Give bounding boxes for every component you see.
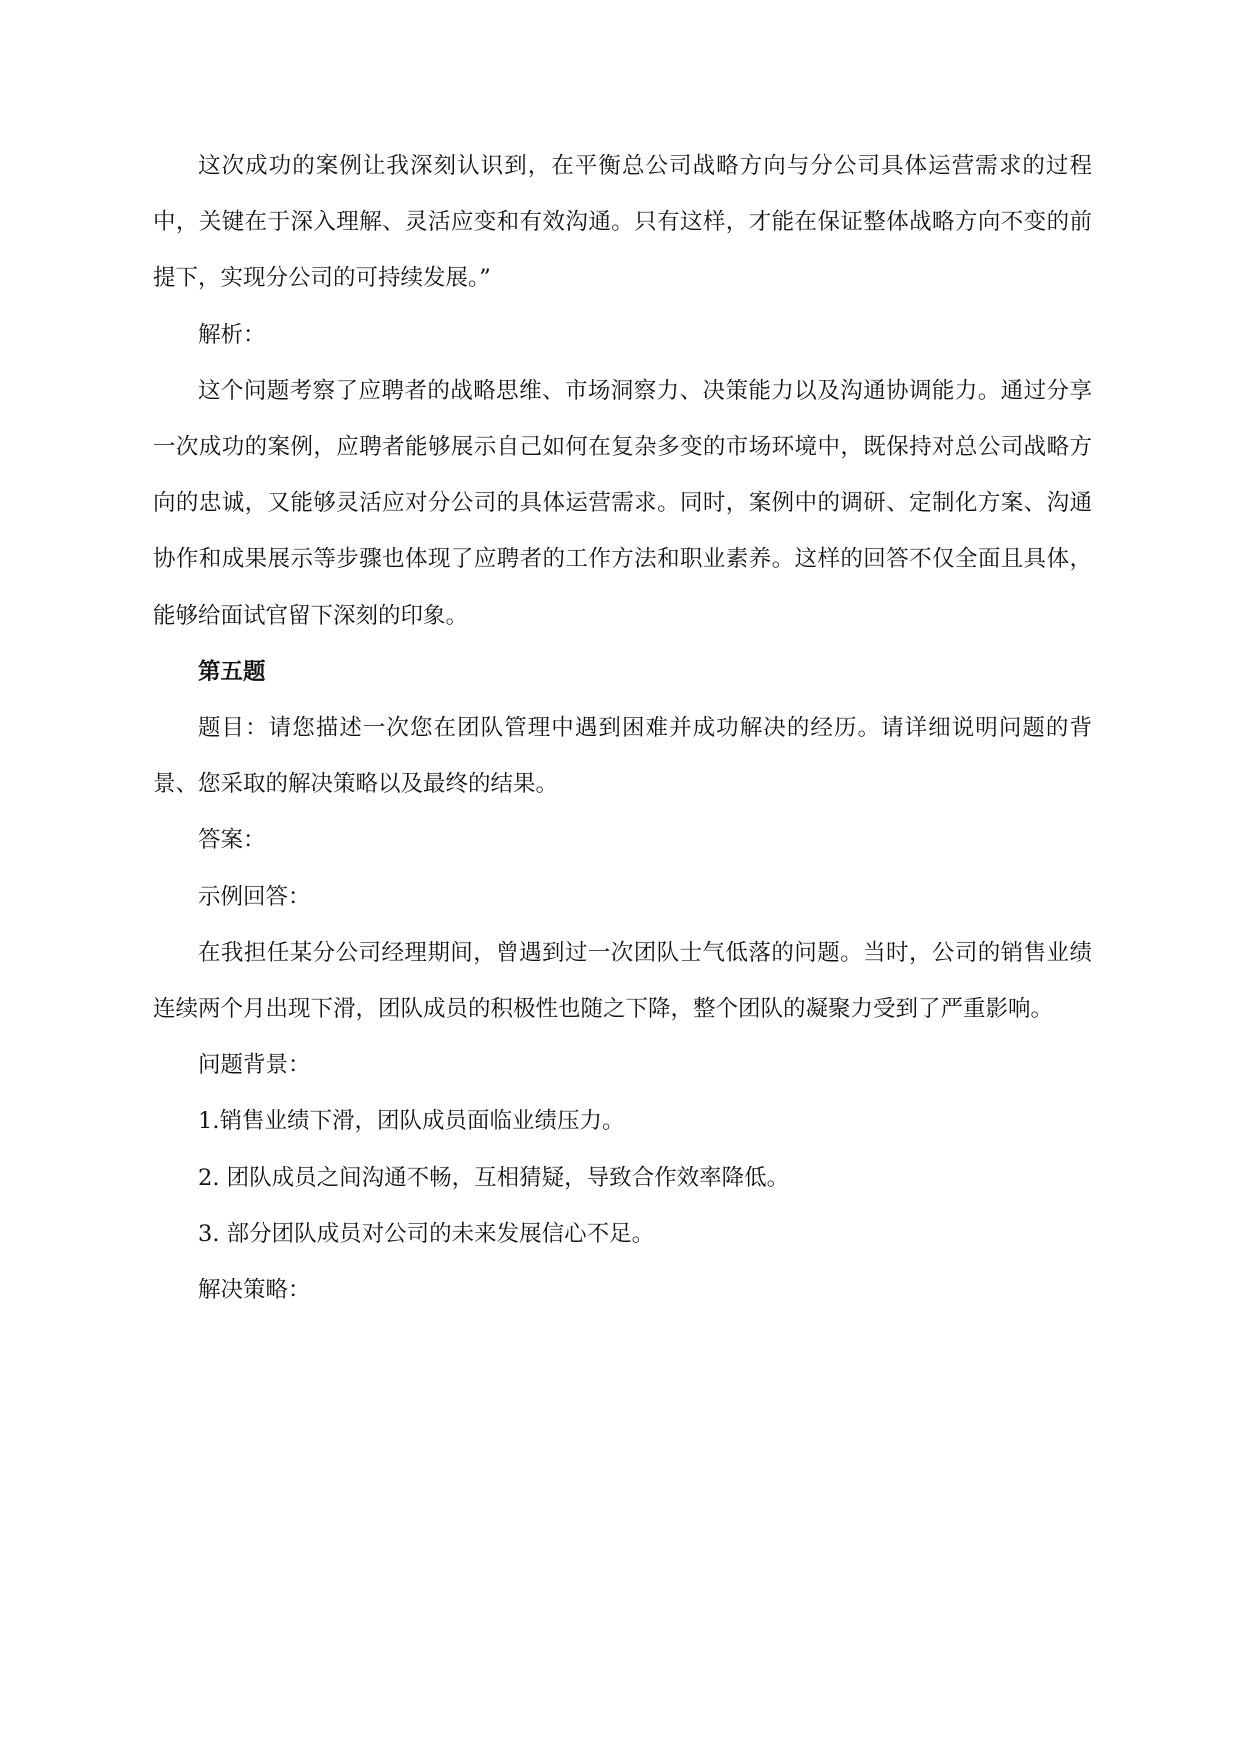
list-item: 3. 部分团队成员对公司的未来发展信心不足。	[198, 1220, 655, 1247]
paragraph-case-conclusion: 这次成功的案例让我深刻认识到，在平衡总公司战略方向与分公司具体运营需求的过程中，关键在于深入理解、灵活应变和有效沟通。只有这样，才能在保证整体战略方向不变的前提下，实现分公司的可持续发展。”	[153, 153, 1092, 292]
paragraph-analysis: 这个问题考察了应聘者的战略思维、市场洞察力、决策能力以及沟通协调能力。通过分享一次成功的案例，应聘者能够展示自己如何在复杂多变的市场环境中，既保持对总公司战略方向的忠诚，又能够灵活应对分公司的具体运营需求。同时，案例中的调研、定制化方案、沟通协作和成果展示等步骤也体现了应聘者的工作方法和职业素养。这样的回答不仅全面且具体，能够给面试官留下深刻的印象。	[153, 377, 1092, 629]
list-item: 2. 团队成员之间沟通不畅，互相猜疑，导致合作效率降低。	[198, 1164, 790, 1191]
paragraph-question: 题目：请您描述一次您在团队管理中遇到困难并成功解决的经历。请详细说明问题的背景、您采取的解决策略以及最终的结果。	[153, 715, 1092, 798]
document-page	[153, 138, 1092, 1318]
label-problem-background: 问题背景：	[198, 1052, 311, 1079]
label-sample-answer: 示例回答：	[198, 883, 311, 910]
label-answer: 答案：	[198, 827, 266, 854]
label-analysis: 解析：	[198, 321, 266, 348]
list-item: 1.销售业绩下滑，团队成员面临业绩压力。	[198, 1108, 625, 1135]
label-solution-strategy: 解决策略：	[198, 1277, 311, 1304]
section-heading-question-five: 第五题	[198, 658, 266, 685]
paragraph-sample-answer: 在我担任某分公司经理期间，曾遇到过一次团队士气低落的问题。当时，公司的销售业绩连续两个月出现下滑，团队成员的积极性也随之下降，整个团队的凝聚力受到了严重影响。	[153, 939, 1092, 1023]
